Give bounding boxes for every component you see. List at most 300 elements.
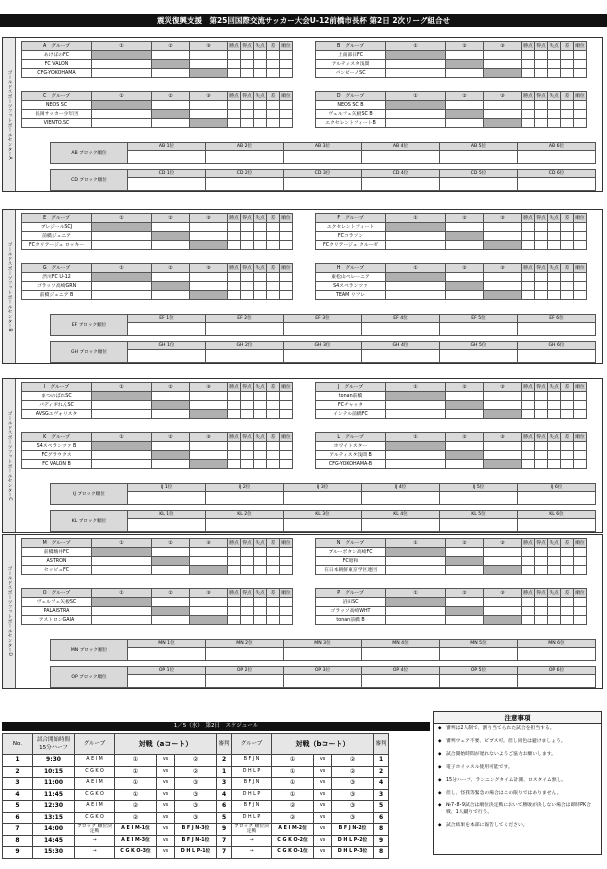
referee-a: 1 bbox=[217, 766, 232, 778]
col-header-rank: 順位 bbox=[575, 215, 585, 221]
vs-b: vs bbox=[314, 824, 332, 836]
match-time: 14:00 bbox=[33, 824, 75, 836]
result-cell bbox=[386, 566, 446, 575]
result-cell bbox=[92, 273, 152, 282]
team-name: CFG-YOKOHAMA bbox=[22, 69, 92, 78]
result-cell bbox=[386, 442, 446, 451]
stat-cell bbox=[267, 616, 280, 625]
rank-header: MN 6位 bbox=[518, 640, 596, 648]
stat-cell bbox=[535, 557, 548, 566]
rank-header: CD 6位 bbox=[518, 170, 596, 178]
result-cell bbox=[92, 598, 152, 607]
group-table bbox=[21, 91, 293, 128]
group-b: D H L P bbox=[232, 812, 272, 824]
stat-cell bbox=[561, 291, 574, 300]
venue-name: ゴールドスポーツフットボールセンターC bbox=[7, 410, 12, 501]
stat-cell bbox=[574, 548, 587, 557]
note-item: ◆ №7･8･9試合は順位決定戦において勝敗が決しない場合は即時PK合戦、1人蹴りで行う。 bbox=[438, 803, 599, 816]
group-b: D H L P bbox=[232, 766, 272, 778]
stat-cell bbox=[522, 273, 535, 282]
schedule-row bbox=[3, 835, 389, 847]
stat-cell bbox=[280, 101, 293, 110]
group-table bbox=[315, 538, 587, 575]
match-time: 11:45 bbox=[33, 789, 75, 801]
stat-cell bbox=[254, 451, 267, 460]
stat-cell bbox=[267, 69, 280, 78]
stat-cell bbox=[548, 442, 561, 451]
stat-cell bbox=[280, 241, 293, 250]
stat-cell bbox=[241, 401, 254, 410]
team-b1: ① bbox=[272, 766, 314, 778]
col-header-c1: ① bbox=[92, 539, 152, 548]
stat-cell bbox=[548, 460, 561, 469]
col-header-c3: ③ bbox=[190, 214, 228, 223]
stat-cell bbox=[548, 392, 561, 401]
stat-cell bbox=[561, 410, 574, 419]
stat-cell bbox=[535, 607, 548, 616]
team-b2: D H L P-2位 bbox=[332, 835, 374, 847]
result-cell bbox=[92, 557, 152, 566]
stat-cell bbox=[254, 101, 267, 110]
stat-cell bbox=[548, 69, 561, 78]
stat-cell bbox=[267, 60, 280, 69]
stat-cell bbox=[241, 392, 254, 401]
result-cell bbox=[386, 616, 446, 625]
rank-value-cell bbox=[206, 151, 284, 164]
group-a: C G K O bbox=[75, 766, 115, 778]
rank-header: KL 6位 bbox=[518, 511, 596, 519]
referee-b: 3 bbox=[374, 789, 389, 801]
stat-cell bbox=[574, 566, 587, 575]
result-cell bbox=[484, 110, 522, 119]
rank-header: CD 1位 bbox=[128, 170, 206, 178]
stat-cell bbox=[228, 451, 241, 460]
stat-cell bbox=[280, 232, 293, 241]
col-header-gd: 差 bbox=[267, 42, 280, 51]
result-cell bbox=[446, 110, 484, 119]
col-header-c2: ② bbox=[446, 92, 484, 101]
team-name: アストロンGAIA bbox=[22, 616, 92, 625]
stat-cell bbox=[254, 223, 267, 232]
result-cell bbox=[484, 451, 522, 460]
group-b: D H L P bbox=[232, 789, 272, 801]
stat-cell bbox=[561, 223, 574, 232]
col-header-c3: ③ bbox=[190, 589, 228, 598]
team-name: 前橋ジュニア B bbox=[22, 291, 92, 300]
stat-cell bbox=[254, 557, 267, 566]
col-header-ga: 失点 bbox=[255, 43, 265, 49]
team-name: アルティスタ浅間 B bbox=[316, 451, 386, 460]
col-header-gd: 差 bbox=[267, 214, 280, 223]
rank-header: GH 4位 bbox=[362, 342, 440, 350]
stat-cell bbox=[267, 241, 280, 250]
rank-value-cell bbox=[206, 519, 284, 532]
team-b2: ③ bbox=[332, 778, 374, 790]
col-header-rank: 順位 bbox=[281, 590, 291, 596]
stat-cell bbox=[548, 607, 561, 616]
stat-cell bbox=[254, 110, 267, 119]
group-name: L グループ bbox=[316, 433, 386, 442]
stat-cell bbox=[535, 616, 548, 625]
stat-cell bbox=[574, 392, 587, 401]
stat-cell bbox=[548, 273, 561, 282]
stat-cell bbox=[254, 241, 267, 250]
rank-value-cell bbox=[362, 675, 440, 688]
team-name: 在日本朝鮮東京学区連団 bbox=[316, 566, 386, 575]
result-cell bbox=[386, 69, 446, 78]
note-item: ◆ 但し、怪我等緊急の場合はこの限りではありません。 bbox=[438, 791, 599, 797]
group-name: C グループ bbox=[22, 92, 92, 101]
referee-a: 6 bbox=[217, 801, 232, 813]
team-a2: ② bbox=[175, 766, 217, 778]
referee-b: 1 bbox=[374, 755, 389, 767]
col-header-gf: 得点 bbox=[242, 590, 252, 596]
stat-cell bbox=[535, 291, 548, 300]
col-header-ga: 失点 bbox=[255, 265, 265, 271]
stat-cell bbox=[228, 60, 241, 69]
stat-cell bbox=[535, 566, 548, 575]
team-name: 渋川FC U-12 bbox=[22, 273, 92, 282]
col-header-ga: 失点 bbox=[549, 434, 559, 440]
rank-value-cell bbox=[284, 178, 362, 191]
result-cell bbox=[484, 232, 522, 241]
stat-cell bbox=[228, 598, 241, 607]
stat-cell bbox=[267, 442, 280, 451]
rank-header: GH 1位 bbox=[128, 342, 206, 350]
team-name: FC VALON bbox=[22, 60, 92, 69]
rank-value-cell bbox=[518, 151, 596, 164]
result-cell bbox=[386, 410, 446, 419]
schedule-row bbox=[3, 778, 389, 790]
note-item: ◆ 審判は2人制で、割り当てられた試合を担当する。 bbox=[438, 726, 599, 732]
rank-value-cell bbox=[440, 178, 518, 191]
stat-cell bbox=[561, 119, 574, 128]
stat-cell bbox=[241, 223, 254, 232]
rank-header: OP 3位 bbox=[284, 667, 362, 675]
result-cell bbox=[152, 566, 190, 575]
result-cell bbox=[386, 101, 446, 110]
rank-header: KL 4位 bbox=[362, 511, 440, 519]
group-table bbox=[315, 588, 587, 625]
stat-cell bbox=[241, 460, 254, 469]
col-header-c2: ② bbox=[152, 264, 190, 273]
team-b1: A E I M-2位 bbox=[272, 824, 314, 836]
col-header-c2: ② bbox=[152, 589, 190, 598]
referee-b: 8 bbox=[374, 824, 389, 836]
stat-cell bbox=[254, 291, 267, 300]
stat-cell bbox=[522, 291, 535, 300]
referee-b: 4 bbox=[374, 778, 389, 790]
result-cell bbox=[446, 241, 484, 250]
team-name: ASTRON bbox=[22, 557, 92, 566]
result-cell bbox=[190, 607, 228, 616]
referee-a: 2 bbox=[217, 755, 232, 767]
result-cell bbox=[190, 223, 228, 232]
result-cell bbox=[190, 101, 228, 110]
stat-cell bbox=[241, 241, 254, 250]
result-cell bbox=[152, 69, 190, 78]
stat-cell bbox=[254, 442, 267, 451]
rank-header: MN 4位 bbox=[362, 640, 440, 648]
stat-cell bbox=[522, 223, 535, 232]
note-item: ◆ 試合結果を本部に報告してください。 bbox=[438, 823, 599, 829]
stat-cell bbox=[280, 548, 293, 557]
col-header-c2: ② bbox=[152, 433, 190, 442]
team-b2: B F J N-2位 bbox=[332, 824, 374, 836]
venue-block bbox=[2, 37, 603, 192]
stat-cell bbox=[280, 291, 293, 300]
stat-cell bbox=[228, 616, 241, 625]
team-name: NEOS SC bbox=[22, 101, 92, 110]
group-name: I グループ bbox=[22, 383, 92, 392]
col-header-gf: 得点 bbox=[536, 590, 546, 596]
rank-header: EF 6位 bbox=[518, 315, 596, 323]
result-cell bbox=[484, 548, 522, 557]
result-cell bbox=[446, 566, 484, 575]
result-cell bbox=[386, 392, 446, 401]
stat-cell bbox=[561, 598, 574, 607]
col-header-pts: 勝点 bbox=[229, 540, 239, 546]
team-b1: ① bbox=[272, 778, 314, 790]
stat-cell bbox=[254, 598, 267, 607]
venue-block bbox=[2, 378, 603, 533]
rank-label: CD ブロック順位 bbox=[51, 170, 128, 191]
result-cell bbox=[386, 241, 446, 250]
stat-cell bbox=[241, 442, 254, 451]
col-header-c2: ② bbox=[446, 383, 484, 392]
col-header-gd: 差 bbox=[561, 433, 574, 442]
team-name: 上南部日FC bbox=[316, 51, 386, 60]
rank-value-cell bbox=[362, 492, 440, 505]
rank-value-cell bbox=[128, 178, 206, 191]
team-b2: ② bbox=[332, 766, 374, 778]
team-b1: ② bbox=[272, 812, 314, 824]
match-time: 13:15 bbox=[33, 812, 75, 824]
result-cell bbox=[484, 607, 522, 616]
stat-cell bbox=[561, 392, 574, 401]
stat-cell bbox=[254, 607, 267, 616]
stat-cell bbox=[280, 566, 293, 575]
col-header-gd: 差 bbox=[561, 383, 574, 392]
schedule-row bbox=[3, 812, 389, 824]
team-name: バンビーノSC bbox=[316, 69, 386, 78]
team-a1: ① bbox=[115, 778, 157, 790]
rank-value-cell bbox=[440, 323, 518, 336]
block-rank-table bbox=[50, 341, 596, 363]
col-header-c2: ② bbox=[446, 214, 484, 223]
rank-header: EF 2位 bbox=[206, 315, 284, 323]
stat-cell bbox=[228, 282, 241, 291]
team-name: エクセレントフィート bbox=[316, 223, 386, 232]
rank-header: GH 5位 bbox=[440, 342, 518, 350]
rank-value-cell bbox=[362, 151, 440, 164]
col-header-c3: ③ bbox=[484, 92, 522, 101]
match-no: 4 bbox=[3, 789, 33, 801]
rank-value-cell bbox=[518, 350, 596, 363]
match-time: 12:30 bbox=[33, 801, 75, 813]
stat-cell bbox=[267, 460, 280, 469]
col-header-gf: 得点 bbox=[242, 215, 252, 221]
stat-cell bbox=[522, 557, 535, 566]
result-cell bbox=[484, 51, 522, 60]
result-cell bbox=[190, 282, 228, 291]
result-cell bbox=[92, 241, 152, 250]
stat-cell bbox=[574, 110, 587, 119]
group-name: E グループ bbox=[22, 214, 92, 223]
stat-cell bbox=[522, 69, 535, 78]
col-header-ga: 失点 bbox=[549, 215, 559, 221]
stat-cell bbox=[522, 232, 535, 241]
col-header-pts: 勝点 bbox=[229, 265, 239, 271]
rank-value-cell bbox=[440, 492, 518, 505]
group-a: A E I M bbox=[75, 755, 115, 767]
stat-cell bbox=[574, 60, 587, 69]
notes-title: 注意事項 bbox=[434, 712, 601, 724]
stat-cell bbox=[280, 282, 293, 291]
stat-cell bbox=[267, 282, 280, 291]
stat-cell bbox=[561, 69, 574, 78]
stat-cell bbox=[254, 548, 267, 557]
stat-cell bbox=[267, 101, 280, 110]
note-item: ◆ 電子ホイッスル使用可能です。 bbox=[438, 765, 599, 771]
stat-cell bbox=[548, 51, 561, 60]
col-header-c2: ② bbox=[446, 589, 484, 598]
referee-b: 6 bbox=[374, 812, 389, 824]
group-table bbox=[21, 263, 293, 300]
result-cell bbox=[386, 401, 446, 410]
stat-cell bbox=[574, 273, 587, 282]
col-header-ga: 失点 bbox=[255, 93, 265, 99]
stat-cell bbox=[241, 291, 254, 300]
group-b: → bbox=[232, 847, 272, 859]
venue-side-label bbox=[3, 210, 16, 363]
stat-cell bbox=[548, 60, 561, 69]
stat-cell bbox=[522, 451, 535, 460]
group-table bbox=[21, 538, 293, 575]
rank-value-cell bbox=[284, 519, 362, 532]
col-header-rank: 順位 bbox=[281, 93, 291, 99]
col-header-ga: 失点 bbox=[549, 265, 559, 271]
col-header-c3: ③ bbox=[484, 539, 522, 548]
stat-cell bbox=[241, 273, 254, 282]
stat-cell bbox=[228, 101, 241, 110]
team-name: ヴェルフェ矢板SC B bbox=[316, 110, 386, 119]
col-header-pts: 勝点 bbox=[229, 384, 239, 390]
result-cell bbox=[92, 69, 152, 78]
col-group-a: グループ bbox=[75, 734, 115, 755]
stat-cell bbox=[535, 60, 548, 69]
team-a2: D H L P-1位 bbox=[175, 847, 217, 859]
result-cell bbox=[152, 548, 190, 557]
stat-cell bbox=[228, 241, 241, 250]
team-name: S4スペランツァ B bbox=[22, 442, 92, 451]
stat-cell bbox=[228, 51, 241, 60]
referee-a: 7 bbox=[217, 847, 232, 859]
stat-cell bbox=[574, 69, 587, 78]
stat-cell bbox=[548, 110, 561, 119]
rank-value-cell bbox=[284, 323, 362, 336]
team-b2: ③ bbox=[332, 789, 374, 801]
match-no: 5 bbox=[3, 801, 33, 813]
team-name: FCグラウクス bbox=[22, 451, 92, 460]
result-cell bbox=[190, 616, 228, 625]
result-cell bbox=[386, 51, 446, 60]
rank-header: AB 3位 bbox=[284, 143, 362, 151]
stat-cell bbox=[548, 451, 561, 460]
stat-cell bbox=[267, 119, 280, 128]
group-b: → bbox=[232, 835, 272, 847]
group-table bbox=[21, 41, 293, 78]
stat-cell bbox=[561, 451, 574, 460]
col-header-rank: 順位 bbox=[575, 265, 585, 271]
result-cell bbox=[92, 442, 152, 451]
rank-header: AB 2位 bbox=[206, 143, 284, 151]
stat-cell bbox=[267, 598, 280, 607]
col-header-c2: ② bbox=[152, 42, 190, 51]
stat-cell bbox=[241, 557, 254, 566]
match-no: 2 bbox=[3, 766, 33, 778]
rank-label: MN ブロック順位 bbox=[51, 640, 128, 661]
stat-cell bbox=[228, 392, 241, 401]
result-cell bbox=[190, 548, 228, 557]
col-header-c1: ① bbox=[386, 214, 446, 223]
col-header-c2: ② bbox=[446, 539, 484, 548]
rank-header: KL 1位 bbox=[128, 511, 206, 519]
group-a: A E I M bbox=[75, 778, 115, 790]
rank-value-cell bbox=[206, 675, 284, 688]
vs-b: vs bbox=[314, 766, 332, 778]
stat-cell bbox=[280, 557, 293, 566]
rank-value-cell bbox=[284, 675, 362, 688]
rank-header: CD 5位 bbox=[440, 170, 518, 178]
team-a2: ③ bbox=[175, 778, 217, 790]
rank-label: IJ ブロック順位 bbox=[51, 484, 128, 505]
rank-header: OP 1位 bbox=[128, 667, 206, 675]
result-cell bbox=[386, 273, 446, 282]
stat-cell bbox=[228, 232, 241, 241]
rank-value-cell bbox=[206, 323, 284, 336]
stat-cell bbox=[267, 401, 280, 410]
stat-cell bbox=[241, 616, 254, 625]
stat-cell bbox=[535, 232, 548, 241]
result-cell bbox=[92, 101, 152, 110]
team-name: FCコラソン bbox=[316, 232, 386, 241]
col-header-rank: 順位 bbox=[575, 93, 585, 99]
stat-cell bbox=[561, 557, 574, 566]
stat-cell bbox=[522, 119, 535, 128]
match-no: 3 bbox=[3, 778, 33, 790]
result-cell bbox=[92, 566, 152, 575]
team-name: ホワイトスター bbox=[316, 442, 386, 451]
col-header-c1: ① bbox=[92, 42, 152, 51]
schedule-row bbox=[3, 789, 389, 801]
team-b1: ① bbox=[272, 755, 314, 767]
referee-a: 5 bbox=[217, 812, 232, 824]
team-name: アルティスタ浅間 bbox=[316, 60, 386, 69]
col-header-ga: 失点 bbox=[255, 384, 265, 390]
rank-value-cell bbox=[128, 151, 206, 164]
team-name: ゴラッソ高崎GRN bbox=[22, 282, 92, 291]
result-cell bbox=[152, 241, 190, 250]
stat-cell bbox=[280, 401, 293, 410]
stat-cell bbox=[254, 69, 267, 78]
stat-cell bbox=[241, 548, 254, 557]
team-name: パディギれんSC bbox=[22, 401, 92, 410]
rank-header: OP 6位 bbox=[518, 667, 596, 675]
team-name: 東松山ペレーニア bbox=[316, 273, 386, 282]
result-cell bbox=[92, 607, 152, 616]
stat-cell bbox=[561, 241, 574, 250]
